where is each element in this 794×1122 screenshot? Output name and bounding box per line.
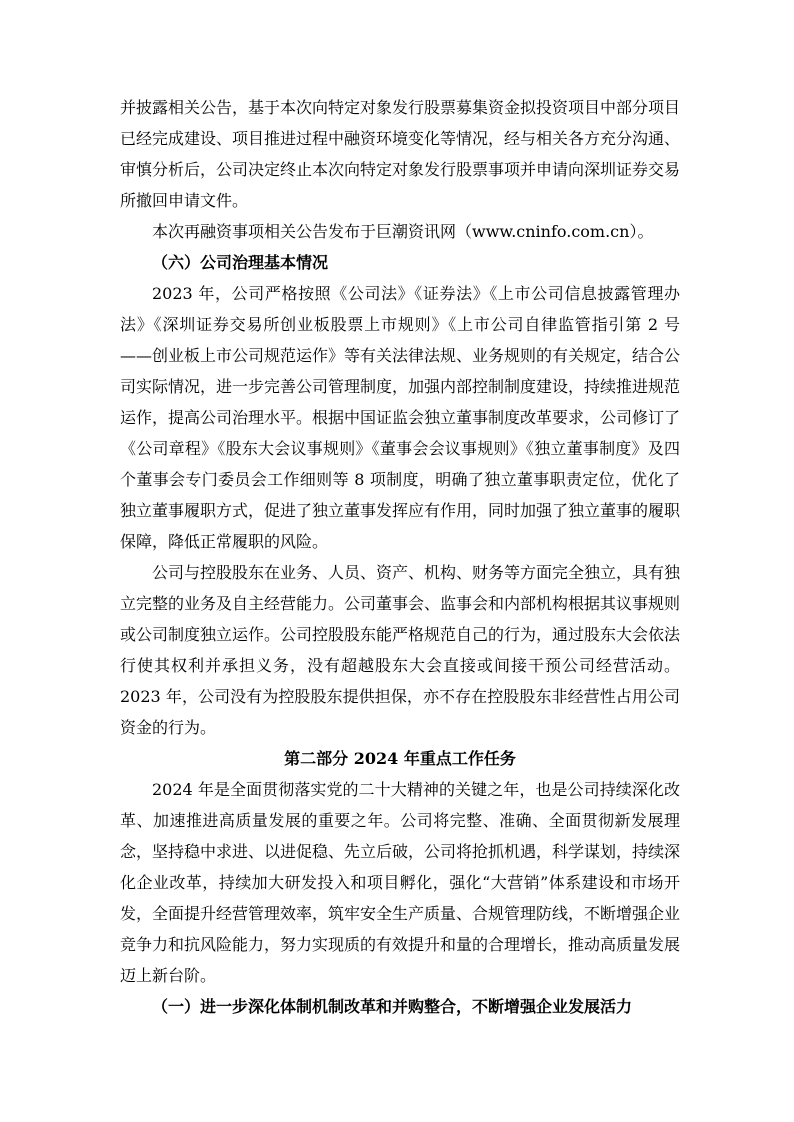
subsection-heading: （一）进一步深化体制机制改革和并购整合，不断增强企业发展活力 — [152, 997, 633, 1016]
body-paragraph: 2023 年，公司严格按照《公司法》《证券法》《上市公司信息披露管理办法》《深圳证券交易所创业板股票上市规则》《上市公司自律监管指引第 2 号——创业板上市公司规范运作》等有关法律法规、业务规则的有关规定，结合公司实际情况，进一步完善公司管理制度，加强内部控制制度建设，持续推进规范运作，提高公司治理水平。根据中国证监会独立董事制度改革要求，公司修订了《公司章程》《股东大会议事规则》《董事会会议事规则》《独立董事制度》及四个董事会专门委员会工作细则等 8 项制度，明确了独立董事职责定位，优化了独立董事履职方式，促进了独立董事发挥应有作用，同时加强了独立董事的履职保障，降低正常履职的风险。 — [120, 284, 681, 551]
subsection-heading: （六）公司治理基本情况 — [152, 253, 329, 272]
body-paragraph: 并披露相关公告，基于本次向特定对象发行股票募集资金拟投资项目中部分项目已经完成建设、项目推进过程中融资环境变化等情况，经与相关各方充分沟通、审慎分析后，公司决定终止本次向特定对象发行股票事项并申请向深圳证券交易所撤回申请文件。 — [120, 98, 681, 210]
body-paragraph: 公司与控股股东在业务、人员、资产、机构、财务等方面完全独立，具有独立完整的业务及自主经营能力。公司董事会、监事会和内部机构根据其议事规则或公司制度独立运作。公司控股股东能严格规范自己的行为，通过股东大会依法行使其权利并承担义务，没有超越股东大会直接或间接干预公司经营活动。2023 年，公司没有为控股股东提供担保，亦不存在控股股东非经营性占用公司资金的行为。 — [120, 563, 681, 737]
body-paragraph: 2024 年是全面贯彻落实党的二十大精神的关键之年，也是公司持续深化改革、加速推进高质量发展的重要之年。公司将完整、准确、全面贯彻新发展理念，坚持稳中求进、以进促稳、先立后破，公司将抢抓机遇，科学谋划，持续深化企业改革，持续加大研发投入和项目孵化，强化“大营销”体系建设和市场开发，全面提升经营管理效率，筑牢安全生产质量、合规管理防线，不断增强企业竞争力和抗风险能力，努力实现质的有效提升和量的合理增长，推动高质量发展迈上新台阶。 — [120, 780, 681, 985]
part-heading: 第二部分 2024 年重点工作任务 — [284, 749, 516, 768]
body-paragraph: 本次再融资事项相关公告发布于巨潮资讯网（www.cninfo.com.cn）。 — [152, 222, 654, 241]
